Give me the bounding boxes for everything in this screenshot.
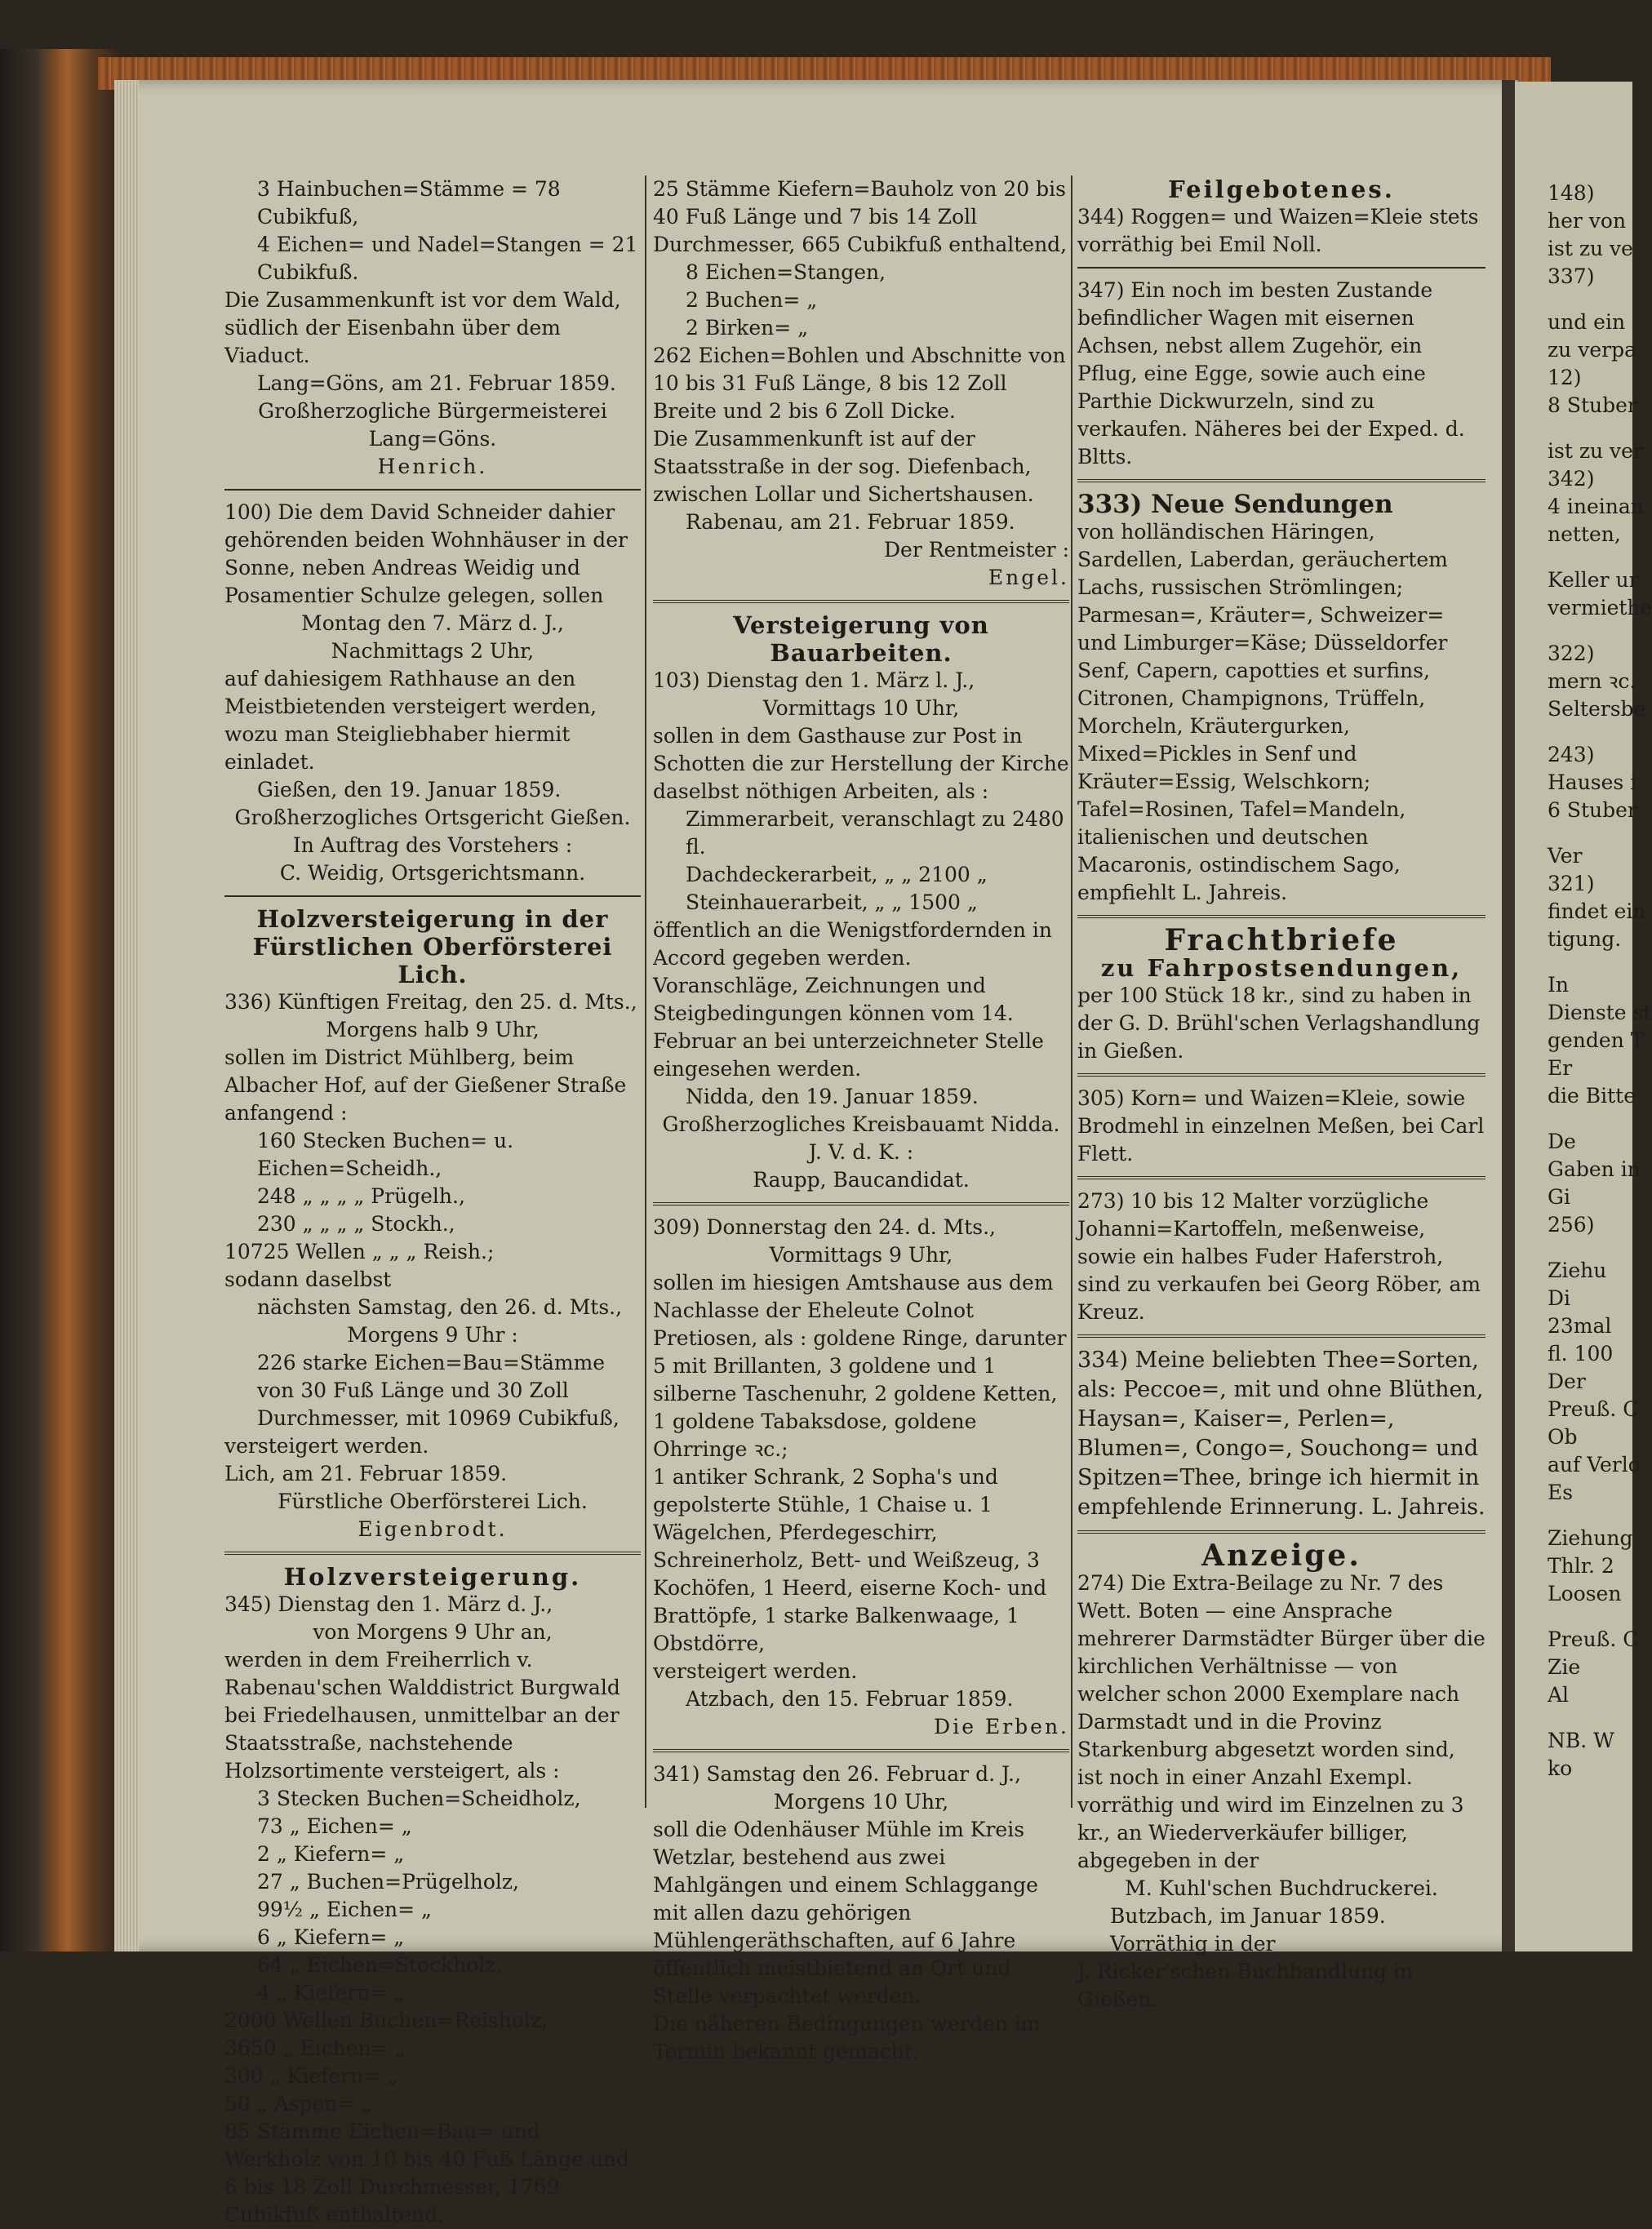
divider	[1077, 267, 1485, 269]
list-item: 8 Eichen=Stangen,	[686, 260, 886, 284]
list-item: 2 Buchen= „	[686, 288, 818, 312]
ad-text: Die Zusammenkunft ist auf der Staatsstraße in der sog. Diefenbach, zwischen Lollar und Sichertshausen.	[653, 427, 1034, 506]
ad-text: Die näheren Bedingungen werden im Termin bekannt gemacht.	[653, 2012, 1041, 2063]
divider	[1077, 915, 1485, 918]
list-item: 3 Stecken Buchen=Scheidholz,	[257, 1787, 581, 1810]
issuer: Fürstliche Oberförsterei Lich.	[278, 1490, 588, 1513]
ad-text: sollen in dem Gasthause zur Post in Schotten die zur Herstellung der Kirche daselbst nöthigen Arbeiten, als :	[653, 724, 1069, 803]
text-line: Großherzogliche Bürgermeisterei Lang=Göns.	[258, 399, 607, 451]
text-line: nächsten Samstag, den 26. d. Mts.,	[257, 1295, 623, 1319]
fragment-line: Preuß. C	[1548, 1627, 1639, 1651]
fragment-line: Di	[1548, 1286, 1571, 1310]
text-line: Die Zusammenkunft ist vor dem Wald, südlich der Eisenbahn über dem Viaduct.	[224, 288, 621, 367]
list-item: 160 Stecken Buchen= u. Eichen=Scheidh.,	[257, 1129, 514, 1180]
ad-text: werden in dem Freiherrlich v. Rabenau'schen Walddistrict Burgwald bei Friedelhausen, unmittelbar an der Staatsstraße, nachstehende Holzsortimente versteigert, als :	[224, 1648, 620, 1783]
fragment-line: findet ein	[1548, 899, 1646, 923]
fragment-line: NB. W	[1548, 1729, 1614, 1752]
list-item: 6 „ Kiefern= „	[257, 1925, 405, 1949]
signature: C. Weidig, Ortsgerichtsmann.	[279, 861, 586, 885]
list-item: 85 Stämme Eichen=Bau= und Werkholz von 10 bis 40 Fuß Länge und 6 bis 18 Zoll Durchmesser, 1769 Cubikfuß enthaltend,	[224, 2120, 629, 2227]
text-line: 4 Eichen= und Nadel=Stangen = 21 Cubikfuß.	[257, 233, 638, 284]
fragment-line: 243)	[1548, 743, 1595, 766]
list-item: 230 „ „ „ „ Stockh.,	[257, 1212, 455, 1236]
divider	[1077, 1334, 1485, 1338]
time-line: von Morgens 9 Uhr an,	[313, 1620, 553, 1644]
column-rule-2	[1071, 175, 1072, 1808]
place-date: Butzbach, im Januar 1859.	[1110, 1904, 1386, 1928]
fragment-line: Es	[1548, 1481, 1574, 1504]
signature: Henrich.	[377, 455, 488, 478]
ad-text: 334) Meine beliebten Thee=Sorten, als: Peccoe=, mit und ohne Blüthen, Haysan=, Kaiser=, Perlen=, Blumen=, Congo=, Souchong= und Spitzen=Thee, bringe ich hiermit in empfehlende Erinnerung. L. Jahreis.	[1077, 1348, 1485, 1520]
fragment-line: 148)	[1548, 181, 1595, 205]
fragment-line: 342)	[1548, 467, 1595, 491]
list-item: Dachdeckerarbeit, „ „ 2100 „	[686, 863, 988, 886]
list-item: 64 „ Eichen=Stockholz,	[257, 1953, 503, 1977]
ad-text: soll die Odenhäuser Mühle im Kreis Wetzlar, bestehend aus zwei Mahlgängen und einem Schlaggange mit allen dazu gehörigen Mühlengeräthschaften, auf 6 Jahre öffentlich meistbietend an Ort und Stelle verpachtet werden.	[653, 1818, 1038, 2008]
fragment-line: 12)	[1548, 366, 1582, 389]
fragment-line: Gi	[1548, 1185, 1570, 1209]
place-date: Gießen, den 19. Januar 1859.	[257, 778, 562, 801]
divider	[1077, 1530, 1485, 1534]
fragment-line: 322)	[1548, 642, 1595, 665]
divider	[1077, 479, 1485, 482]
text-line: Vorräthig in der	[1110, 1932, 1276, 1956]
ad-text: Voranschläge, Zeichnungen und Steigbedingungen können vom 14. Februar an bei unterzeichneter Stelle eingesehen werden.	[653, 974, 1044, 1081]
fragment-line: Preuß. C	[1548, 1397, 1639, 1421]
divider	[653, 1202, 1069, 1206]
fragment-line: Dienste st	[1548, 1001, 1652, 1024]
divider	[224, 1552, 641, 1555]
divider	[224, 895, 641, 897]
text-line: 103) Dienstag den 1. März l. J.,	[653, 668, 975, 692]
text-line: versteigert werden.	[653, 1659, 858, 1683]
ad-text: sollen im hiesigen Amtshause aus dem Nachlasse der Eheleute Colnot Pretiosen, als : goldene Ringe, darunter 5 mit Brillanten, 3 goldene und 1 silberne Taschenuhr, 2 goldene Ketten, 1 goldene Tabaksdose, goldene Ohrringe ꝛc.;	[653, 1271, 1067, 1461]
date-line: Montag den 7. März d. J.,	[301, 611, 564, 635]
list-item: 10725 Wellen „ „ „ Reish.;	[224, 1240, 495, 1263]
text-line: J. V. d. K. :	[808, 1140, 914, 1164]
fragment-line: 256)	[1548, 1213, 1595, 1237]
ad-text: 100) Die dem David Schneider dahier gehörenden beiden Wohnhäuser in der Sonne, neben Andreas Weidig und Posamentier Schulze gelegen, sollen	[224, 500, 628, 607]
fragment-line: ist zu ve	[1548, 237, 1633, 260]
list-item: 2 „ Kiefern= „	[257, 1842, 405, 1866]
fragment-line: Seltersbe	[1548, 697, 1646, 721]
signature: Die Erben.	[934, 1715, 1069, 1738]
fragment-line: tigung.	[1548, 927, 1622, 951]
text-line: 309) Donnerstag den 24. d. Mts.,	[653, 1215, 997, 1239]
ad-heading: 333) Neue Sendungen	[1077, 490, 1393, 519]
place-date: Lich, am 21. Februar 1859.	[224, 1462, 508, 1485]
fragment-line: her von	[1548, 209, 1627, 233]
fragment-line: ist zu ver	[1548, 439, 1643, 463]
list-item: 99½ „ Eichen= „	[257, 1898, 432, 1921]
issuer: Großherzogliches Ortsgericht Gießen.	[234, 806, 631, 829]
place-date: Rabenau, am 21. Februar 1859.	[686, 510, 1015, 534]
time-line: Morgens halb 9 Uhr,	[326, 1018, 540, 1041]
fragment-line: Er	[1548, 1056, 1573, 1080]
fragment-line: De	[1548, 1130, 1576, 1153]
fragment-line: 23mal	[1548, 1314, 1612, 1338]
adjacent-page-fragment	[1515, 82, 1652, 1951]
divider	[653, 600, 1069, 603]
divider	[1077, 1176, 1485, 1179]
place-date: Atzbach, den 15. Februar 1859.	[686, 1687, 1014, 1711]
list-item: 226 starke Eichen=Bau=Stämme von 30 Fuß Länge und 30 Zoll Durchmesser, mit 10969 Cubikfuß,	[257, 1351, 620, 1430]
time-line: Vormittags 9 Uhr,	[769, 1243, 953, 1267]
book-binding	[0, 49, 122, 1951]
fragment-line: auf Verlo	[1548, 1453, 1641, 1476]
section-heading: Holzversteigerung in der Fürstlichen Oberförsterei Lich.	[252, 905, 613, 988]
fragment-line: Hauses i	[1548, 770, 1637, 794]
list-item: 248 „ „ „ „ Prügelh.,	[257, 1184, 465, 1208]
fragment-line: netten,	[1548, 522, 1621, 546]
ad-heading: Frachtbriefe	[1164, 923, 1399, 957]
ad-text: per 100 Stück 18 kr., sind zu haben in der G. D. Brühl'schen Verlagshandlung in Gießen.	[1077, 984, 1481, 1063]
signature: Engel.	[988, 566, 1069, 589]
divider	[224, 489, 641, 491]
section-heading: Versteigerung von Bauarbeiten.	[733, 611, 989, 667]
ad-heading: Anzeige.	[1201, 1539, 1361, 1573]
fragment-line: In	[1548, 973, 1569, 997]
signature: Eigenbrodt.	[357, 1517, 508, 1541]
ad-text: 273) 10 bis 12 Malter vorzügliche Johanni=Kartoffeln, meßenweise, sowie ein halbes Fuder Haferstroh, sind zu verkaufen bei Georg Röber, am Kreuz.	[1077, 1189, 1481, 1324]
section-heading: Feilgebotenes.	[1168, 175, 1395, 203]
fragment-line: vermiethe	[1548, 596, 1652, 619]
section-heading: Holzversteigerung.	[283, 1563, 582, 1591]
fragment-line: Ver	[1548, 844, 1583, 868]
list-item: 27 „ Buchen=Prügelholz,	[257, 1870, 520, 1894]
fragment-line: Loosen	[1548, 1582, 1622, 1605]
text-line: In Auftrag des Vorstehers :	[292, 833, 573, 857]
list-item: 300 „ Kiefern= „	[224, 2064, 397, 2088]
list-item: Zimmerarbeit, veranschlagt zu 2480 fl.	[686, 807, 1064, 859]
time-line: Vormittags 10 Uhr,	[762, 696, 960, 720]
fragment-line: 8 Stuber	[1548, 393, 1637, 417]
time-line: Morgens 10 Uhr,	[773, 1790, 949, 1814]
text-line: sodann daselbst	[224, 1268, 392, 1291]
text-line: 336) Künftigen Freitag, den 25. d. Mts.,	[224, 990, 637, 1014]
fragment-line: Thlr. 2	[1548, 1554, 1614, 1578]
ad-text: 1 antiker Schrank, 2 Sopha's und gepolsterte Stühle, 1 Chaise u. 1 Wägelchen, Pferdegeschirr, Schreinerholz, Bett- und Weißzeug, 3 Kochöfen, 1 Heerd, eiserne Koch- und Brattöpfe, 1 starke Balkenwaage, 1 Obstdörre,	[653, 1465, 1047, 1655]
fragment-line: genden T	[1548, 1028, 1645, 1052]
divider	[1077, 1073, 1485, 1077]
fragment-line: und ein	[1548, 310, 1626, 334]
fragment-line: Ziehu	[1548, 1259, 1607, 1282]
fragment-line: die Bitte	[1548, 1084, 1636, 1108]
fragment-line: Keller ur	[1548, 568, 1639, 592]
column-1	[224, 175, 641, 2229]
fragment-line: Ob	[1548, 1425, 1578, 1449]
column-2	[653, 175, 1069, 2066]
text-line: 345) Dienstag den 1. März d. J.,	[224, 1592, 553, 1616]
list-item: Steinhauerarbeit, „ „ 1500 „	[686, 890, 978, 914]
issuer: Großherzogliches Kreisbauamt Nidda.	[662, 1112, 1060, 1136]
list-item: 2 Birken= „	[686, 316, 809, 340]
list-item: 25 Stämme Kiefern=Bauholz von 20 bis 40 Fuß Länge und 7 bis 14 Zoll Durchmesser, 665 Cubikfuß enthaltend,	[653, 177, 1068, 256]
fragment-line: Gaben in	[1548, 1157, 1641, 1181]
text-line: versteigert werden.	[224, 1434, 429, 1458]
fragment-line: Der	[1548, 1370, 1586, 1393]
list-item: 2000 Wellen Buchen=Reisholz,	[224, 2009, 548, 2032]
fragment-line: Al	[1548, 1683, 1570, 1707]
fragment-line: mern ꝛc.	[1548, 669, 1636, 693]
ad-text: 344) Roggen= und Waizen=Kleie stets vorräthig bei Emil Noll.	[1077, 205, 1479, 256]
time-line: Morgens 9 Uhr :	[347, 1323, 518, 1347]
column-rule-1	[645, 175, 646, 1808]
issuer: Der Rentmeister :	[884, 538, 1069, 562]
text-line: 341) Samstag den 26. Februar d. J.,	[653, 1762, 1021, 1786]
fragment-line: 337)	[1548, 264, 1595, 288]
fragment-line: fl. 100	[1548, 1342, 1614, 1365]
ad-text: 347) Ein noch im besten Zustande befindlicher Wagen mit eisernen Achsen, nebst allem Zugehör, ein Pflug, eine Egge, sowie auch eine Parthie Dickwurzeln, sind zu verkaufen. Näheres bei der Exped. d. Bltts.	[1077, 278, 1465, 468]
fragment-line: 321)	[1548, 872, 1595, 895]
place-date: Nidda, den 19. Januar 1859.	[686, 1085, 979, 1108]
divider	[653, 1749, 1069, 1752]
time-line: Nachmittags 2 Uhr,	[331, 639, 535, 663]
text-line: Lang=Göns, am 21. Februar 1859.	[257, 371, 616, 395]
ad-text: 274) Die Extra-Beilage zu Nr. 7 des Wett. Boten — eine Ansprache mehrerer Darmstädter Bürger über die kirchlichen Verhältnisse — von welcher schon 2000 Exemplare nach Darmstadt und in die Provinz Starkenburg abgesetzt worden sind, ist noch in einer Anzahl Exempl. vorräthig und wird im Einzelnen zu 3 kr., an Wiederverkäufer billiger, abgegeben in der	[1077, 1571, 1485, 1872]
ad-text: 305) Korn= und Waizen=Kleie, sowie Brodmehl in einzelnen Meßen, bei Carl Flett.	[1077, 1086, 1485, 1166]
fragment-line: Ziehung	[1548, 1526, 1633, 1550]
list-item: 4 „ Kiefern= „	[257, 1981, 405, 2005]
fragment-line: ko	[1548, 1756, 1573, 1780]
ad-text: sollen im District Mühlberg, beim Albacher Hof, auf der Gießener Straße anfangend :	[224, 1046, 627, 1125]
fragment-line: 6 Stuber	[1548, 798, 1637, 822]
list-item: 262 Eichen=Bohlen und Abschnitte von 10 bis 31 Fuß Länge, 8 bis 12 Zoll Breite und 2 bis 6 Zoll Dicke.	[653, 344, 1066, 423]
gutter	[1502, 80, 1515, 1951]
signature: Raupp, Baucandidat.	[753, 1168, 970, 1192]
list-item: 73 „ Eichen= „	[257, 1814, 412, 1838]
list-item: 50 „ Aspen= „	[224, 2092, 372, 2116]
fragment-line: 4 ineinan	[1548, 495, 1644, 518]
issuer: M. Kuhl'schen Buchdruckerei.	[1125, 1876, 1438, 1900]
page-edges	[114, 80, 139, 1951]
fragment-line: Zie	[1548, 1655, 1581, 1679]
list-item: 3650 „ Eichen= „	[224, 2036, 406, 2060]
ad-subheading: zu Fahrpostsendungen,	[1100, 954, 1463, 982]
fragment-line: zu verpa	[1548, 338, 1636, 362]
ad-text: auf dahiesigem Rathhause an den Meistbietenden versteigert werden, wozu man Steigliebhaber hiermit einladet.	[224, 667, 597, 774]
issuer: J. Ricker'schen Buchhandlung in Gießen.	[1077, 1960, 1414, 2011]
column-3	[1077, 175, 1485, 2014]
text-line: 3 Hainbuchen=Stämme = 78 Cubikfuß,	[257, 177, 561, 229]
ad-text: öffentlich an die Wenigstfordernden in Accord gegeben werden.	[653, 918, 1052, 970]
ad-text: von holländischen Häringen, Sardellen, Laberdan, geräuchertem Lachs, russischen Strömlingen; Parmesan=, Kräuter=, Schweizer= und Limburger=Käse; Düsseldorfer Senf, Capern, capotties et surfins, Citronen, Champignons, Trüffeln, Morcheln, Kräutergurken, Mixed=Pickles in Senf und Kräuter=Essig, Welschkorn; Tafel=Rosinen, Tafel=Mandeln, italienischen und deutschen Macaronis, ostindischem Sago, empfiehlt L. Jahreis.	[1077, 520, 1448, 904]
